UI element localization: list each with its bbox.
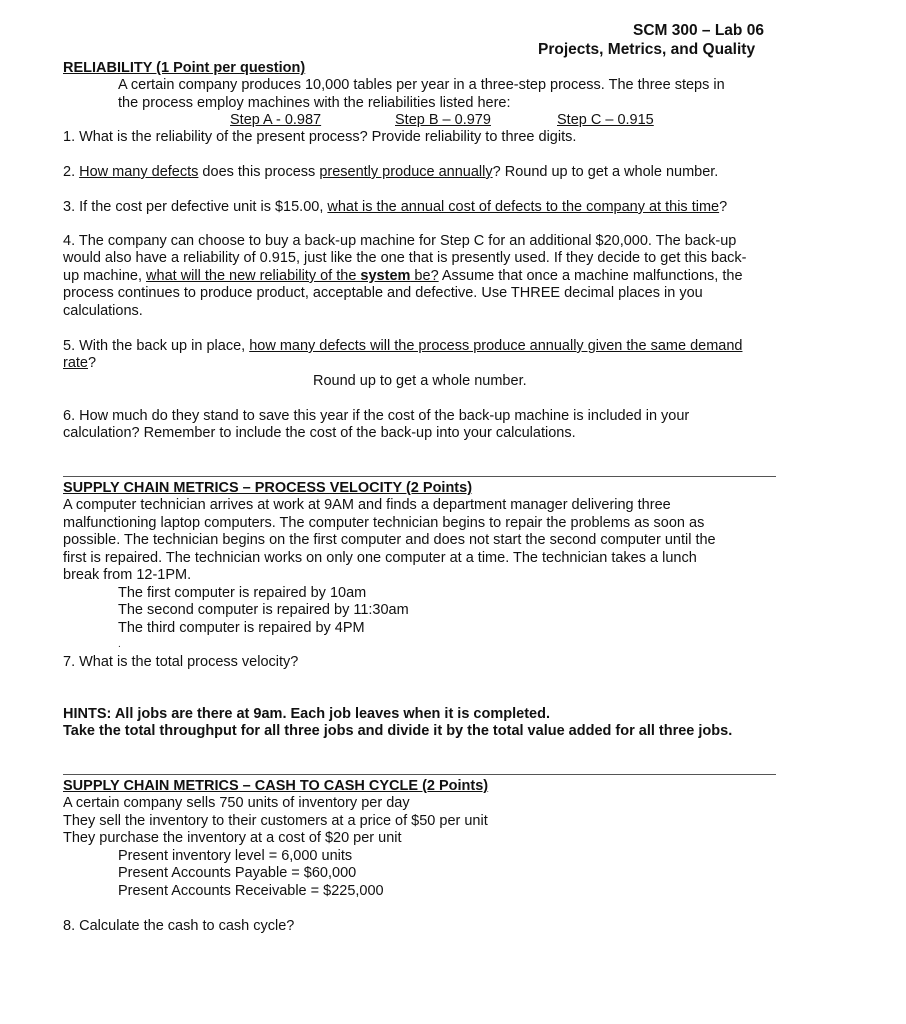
step-c-reliability: Step C – 0.915: [557, 112, 654, 128]
velocity-line-2: malfunctioning laptop computers. The computer technician begins to repair the problems as soon as: [63, 515, 705, 531]
question-6-line-2: calculation? Remember to include the cost of the back-up into your calculations.: [63, 425, 576, 441]
q4-underline-1: what will the new reliability of the: [146, 268, 361, 284]
course-title: SCM 300 – Lab 06: [633, 22, 764, 39]
repair-item-2: The second computer is repaired by 11:30am: [118, 602, 409, 618]
q5-underline: how many defects will the process produce annually given the same demand: [249, 338, 743, 354]
cash-line-1: A certain company sells 750 units of inventory per day: [63, 795, 410, 811]
q2-underline-1: How many defects: [79, 164, 199, 180]
reliability-intro-line-1: A certain company produces 10,000 tables per year in a three-step process. The three steps in: [118, 77, 725, 93]
stray-dot: .: [118, 639, 121, 650]
reliability-intro-line-2: the process employ machines with the reliabilities listed here:: [118, 95, 511, 111]
q5-prefix: 5. With the back up in place,: [63, 338, 250, 354]
step-a-reliability: Step A - 0.987: [230, 112, 322, 128]
question-4-line-4: process continues to produce product, acceptable and defective. Use THREE decimal places in you: [63, 285, 703, 301]
repair-item-1: The first computer is repaired by 10am: [118, 585, 367, 601]
velocity-line-5: break from 12-1PM.: [63, 567, 192, 583]
reliability-heading: RELIABILITY (1 Point per question): [63, 60, 306, 76]
question-1: 1. What is the reliability of the present process? Provide reliability to three digits.: [63, 129, 577, 145]
step-b-reliability: Step B – 0.979: [395, 112, 491, 128]
hint-line-1: HINTS: All jobs are there at 9am. Each job leaves when it is completed.: [63, 706, 550, 722]
velocity-line-1: A computer technician arrives at work at 9AM and finds a department manager delivering three: [63, 497, 671, 513]
q4-system-word: system: [360, 268, 411, 284]
section-divider-2: [63, 774, 776, 775]
question-4-line-3: [63, 268, 743, 286]
velocity-line-4: first is repaired. The technician works on only one computer at a time. The technician takes a lunch: [63, 550, 697, 566]
q2-prefix: 2.: [63, 164, 80, 180]
question-4-line-5: calculations.: [63, 303, 143, 319]
question-7: 7. What is the total process velocity?: [63, 654, 299, 670]
velocity-line-3: possible. The technician begins on the first computer and does not start the second computer until the: [63, 532, 716, 548]
section-divider-1: [63, 476, 776, 477]
q4-underline-2: be?: [410, 268, 439, 284]
velocity-heading: SUPPLY CHAIN METRICS – PROCESS VELOCITY (2 Points): [63, 480, 473, 496]
cash-line-2: They sell the inventory to their customers at a price of $50 per unit: [63, 813, 488, 829]
question-3: [63, 199, 727, 217]
cash-line-3: They purchase the inventory at a cost of $20 per unit: [63, 830, 402, 846]
question-4-line-1: 4. The company can choose to buy a back-up machine for Step C for an additional $20,000. The back-up: [63, 233, 737, 249]
question-5-line-2: [63, 355, 96, 373]
question-5-line-1: [63, 338, 742, 356]
question-6-line-1: 6. How much do they stand to save this year if the cost of the back-up machine is included in your: [63, 408, 690, 424]
q3-prefix: 3. If the cost per defective unit is $15.00,: [63, 199, 328, 215]
q2-suffix: ? Round up to get a whole number.: [492, 164, 719, 180]
question-8: 8. Calculate the cash to cash cycle?: [63, 918, 295, 934]
q4-suffix: Assume that once a machine malfunctions, the: [438, 268, 743, 284]
lab-subtitle: Projects, Metrics, and Quality: [538, 41, 756, 58]
q3-suffix: ?: [719, 199, 728, 215]
q5-suffix: ?: [88, 355, 97, 371]
question-5-round-note: Round up to get a whole number.: [313, 373, 527, 389]
q2-middle: does this process: [198, 164, 320, 180]
repair-item-3: The third computer is repaired by 4PM: [118, 620, 365, 636]
q2-underline-2: presently produce annually: [319, 164, 493, 180]
accounts-payable: Present Accounts Payable = $60,000: [118, 865, 357, 881]
cash-heading: SUPPLY CHAIN METRICS – CASH TO CASH CYCLE (2 Points): [63, 778, 489, 794]
q4-prefix: up machine,: [63, 268, 147, 284]
q5-rate: rate: [63, 355, 88, 371]
question-4-line-2: would also have a reliability of 0.915, just like the one that is presently used. If they decide to get this back-: [63, 250, 747, 266]
q3-underline: what is the annual cost of defects to the company at this time: [327, 199, 720, 215]
hint-line-2: Take the total throughput for all three jobs and divide it by the total value added for all three jobs.: [63, 723, 733, 739]
question-2: [63, 164, 718, 182]
inventory-level: Present inventory level = 6,000 units: [118, 848, 353, 864]
accounts-receivable: Present Accounts Receivable = $225,000: [118, 883, 384, 899]
